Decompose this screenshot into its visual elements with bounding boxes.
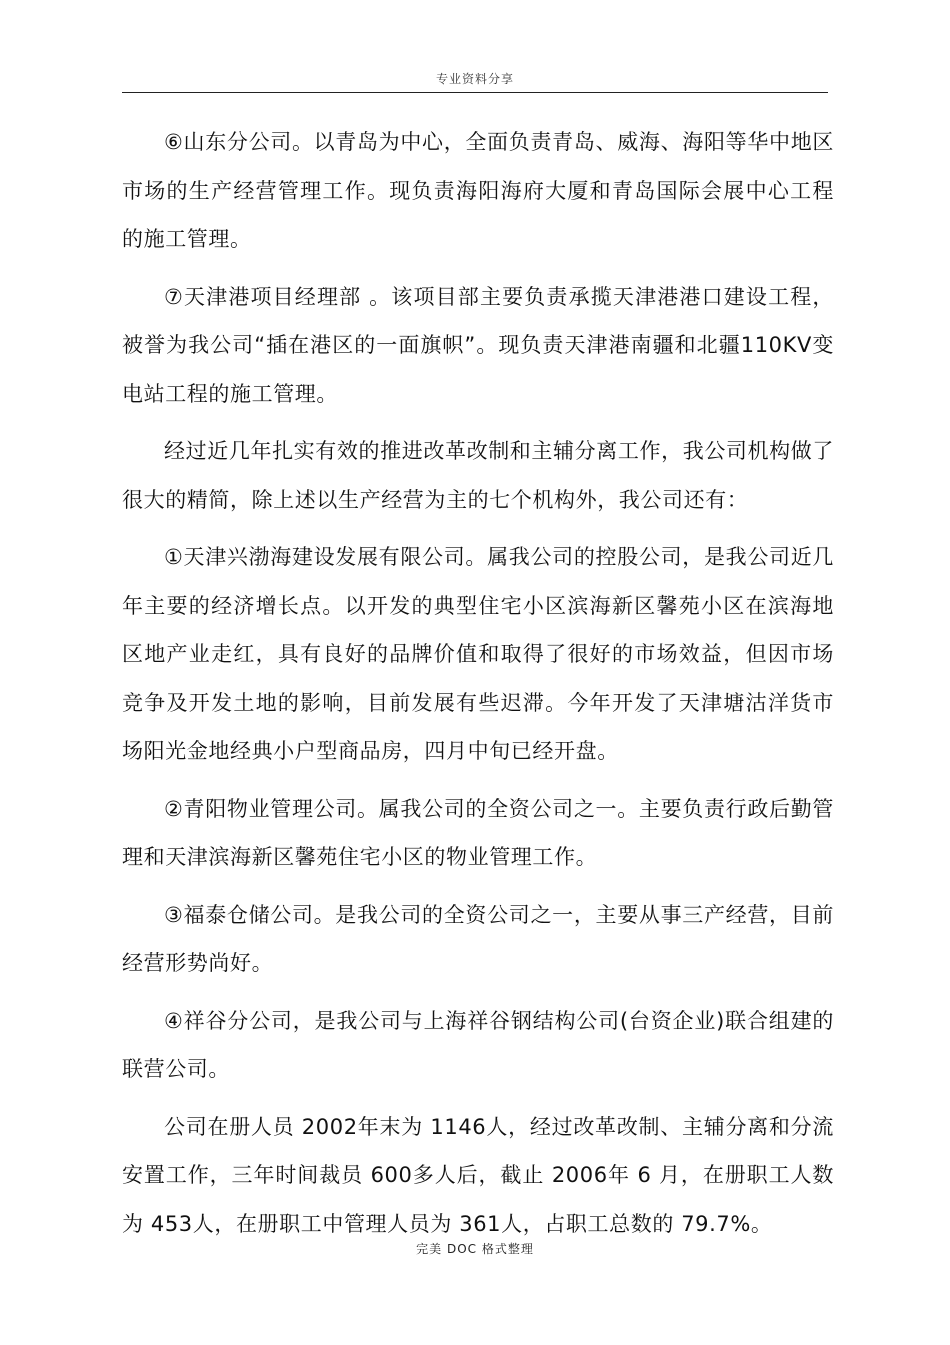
paragraph-shandong-branch: ⑥山东分公司。以青岛为中心，全面负责青岛、威海、海阳等华中地区市场的生产经营管理工作。现负责海阳海府大厦和青岛国际会展中心工程的施工管理。 xyxy=(122,130,834,251)
paragraph-restructuring-intro: 经过近几年扎实有效的推进改革改制和主辅分离工作，我公司机构做了很大的精简，除上述以生产经营为主的七个机构外，我公司还有： xyxy=(122,439,834,512)
paragraph-xianggu-branch: ④祥谷分公司，是我公司与上海祥谷钢结构公司(台资企业)联合组建的联营公司。 xyxy=(122,1008,834,1081)
paragraph-qingyang-property: ②青阳物业管理公司。属我公司的全资公司之一。主要负责行政后勤管理和天津滨海新区馨苑住宅小区的物业管理工作。 xyxy=(122,796,834,869)
header-text: 专业资料分享 xyxy=(435,72,514,86)
paragraph-xingbohai-company: ①天津兴渤海建设发展有限公司。属我公司的控股公司，是我公司近几年主要的经济增长点。以开发的典型住宅小区滨海新区馨苑小区在滨海地区地产业走红，具有良好的品牌价值和取得了很好的市场效益，但因市场竞争及开发土地的影响，目前发展有些迟滞。今年开发了天津塘沽洋货市场阳光金地经典小户型商品房，四月中旬已经开盘。 xyxy=(122,545,834,763)
paragraph-futai-storage: ③福泰仓储公司。是我公司的全资公司之一，主要从事三产经营，目前经营形势尚好。 xyxy=(122,902,834,975)
page-header xyxy=(122,62,828,93)
paragraph-staff-statistics: 公司在册人员 2002年末为 1146人，经过改革改制、主辅分离和分流安置工作，三年时间裁员 600多人后，截止 2006年 6 月，在册职工人数为 453人，在册职工中管理人员为 361人，占职工总数的 79.7%。 xyxy=(122,1114,834,1236)
paragraph-tianjin-port-project: ⑦天津港项目经理部 。该项目部主要负责承揽天津港港口建设工程，被誉为我公司“插在港区的一面旗帜”。现负责天津港南疆和北疆110KV变电站工程的施工管理。 xyxy=(122,284,834,406)
page-footer: 完美 DOC 格式整理 xyxy=(416,1242,534,1256)
document-body xyxy=(122,118,834,1257)
